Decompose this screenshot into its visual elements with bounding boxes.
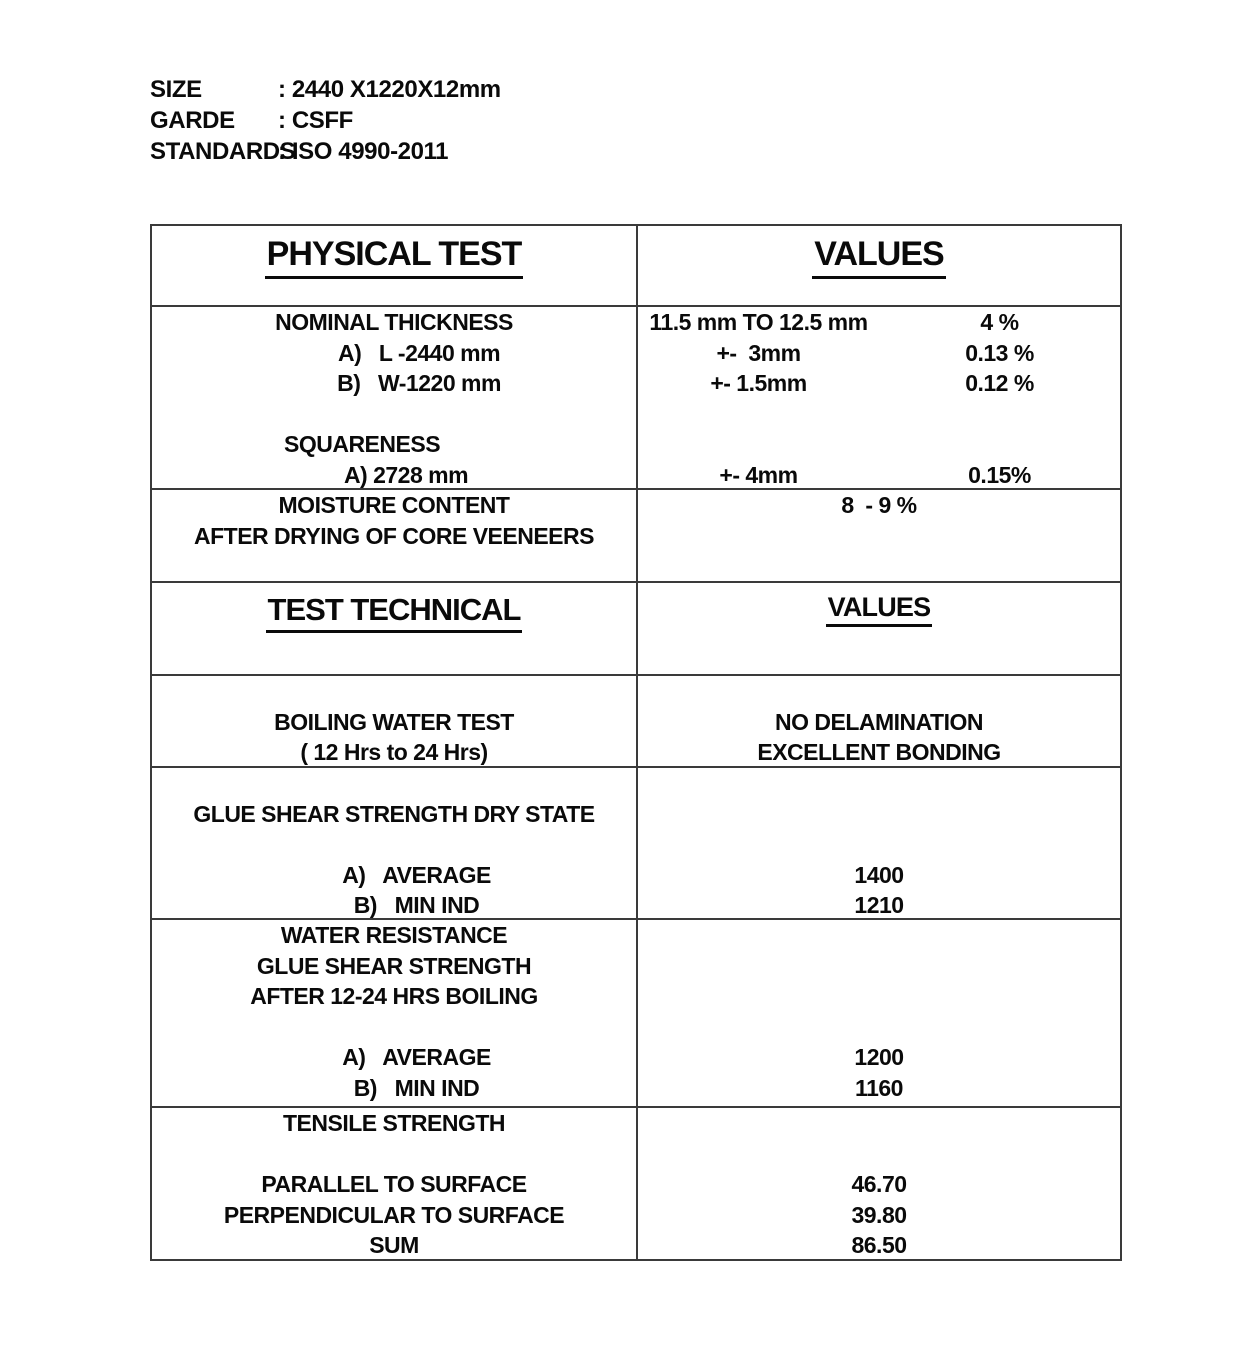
glue-dry-title: GLUE SHEAR STRENGTH DRY STATE bbox=[193, 800, 595, 827]
technical-values-header-cell bbox=[638, 583, 1120, 674]
water-resistance-title-2: GLUE SHEAR STRENGTH bbox=[256, 952, 532, 979]
tensile-parallel-value: 46.70 bbox=[851, 1171, 907, 1197]
tensile-sum-value: 86.50 bbox=[851, 1232, 907, 1258]
water-resistance-minind-label: B) MIN IND bbox=[353, 1074, 480, 1101]
boiling-water-row bbox=[152, 676, 1120, 768]
blank-line bbox=[638, 981, 1120, 1012]
length-label: A) L -2440 mm bbox=[337, 339, 501, 366]
spec-grade-value: : CSFF bbox=[278, 107, 353, 134]
spec-size-value: : 2440 X1220X12mm bbox=[278, 76, 501, 103]
moisture-value: 8 - 9 % bbox=[841, 492, 917, 518]
blank-line bbox=[638, 399, 1120, 430]
dimensions-label-cell bbox=[152, 307, 638, 488]
squareness-dim-label: A) 2728 mm bbox=[343, 461, 469, 488]
water-resistance-average-value: 1200 bbox=[854, 1044, 904, 1070]
tensile-value-cell bbox=[638, 1108, 1120, 1259]
tensile-perpendicular-value: 39.80 bbox=[851, 1201, 907, 1228]
spec-standards-value: : ISO 4990-2011 bbox=[278, 138, 449, 165]
test-technical-header-row bbox=[152, 583, 1120, 676]
blank-line bbox=[638, 829, 1120, 860]
technical-values-title: VALUES bbox=[638, 583, 1120, 627]
water-resistance-average-label: A) AVERAGE bbox=[342, 1044, 491, 1070]
squareness-tolerance: +- 4mm bbox=[719, 461, 798, 488]
glue-dry-minind-label: B) MIN IND bbox=[353, 892, 480, 918]
glue-dry-value-cell bbox=[638, 768, 1120, 918]
glue-dry-average-value: 1400 bbox=[854, 861, 904, 888]
boiling-label-cell bbox=[152, 676, 638, 766]
spec-grade-line bbox=[150, 105, 501, 136]
blank-line bbox=[638, 1139, 1120, 1170]
moisture-row bbox=[152, 490, 1120, 583]
width-tolerance-line bbox=[638, 368, 1120, 399]
water-resistance-row bbox=[152, 920, 1120, 1108]
length-tolerance: +- 3mm bbox=[716, 339, 801, 366]
blank-line bbox=[638, 1108, 1120, 1139]
water-resistance-title-3: AFTER 12-24 HRS BOILING bbox=[250, 983, 538, 1009]
water-resistance-value-cell bbox=[638, 920, 1120, 1106]
boiling-duration-label: ( 12 Hrs to 24 Hrs) bbox=[300, 739, 488, 765]
blank-line bbox=[152, 1139, 636, 1170]
tensile-label-cell bbox=[152, 1108, 638, 1259]
test-results-table bbox=[150, 224, 1122, 1261]
blank-line bbox=[638, 920, 1120, 951]
spec-standards-line bbox=[150, 136, 501, 167]
squareness-tolerance-line bbox=[638, 460, 1120, 489]
spec-standards-label: STANDARDS bbox=[150, 138, 296, 165]
physical-test-header-row bbox=[152, 226, 1120, 307]
moisture-value-cell bbox=[638, 490, 1120, 581]
blank-line bbox=[638, 768, 1120, 799]
nominal-thickness-label: NOMINAL THICKNESS bbox=[275, 309, 513, 335]
blank-line bbox=[152, 676, 636, 707]
test-technical-header-cell bbox=[152, 583, 638, 674]
excellent-bonding-value: EXCELLENT BONDING bbox=[757, 739, 1001, 765]
physical-values-title: VALUES bbox=[638, 226, 1120, 279]
tensile-sum-label: SUM bbox=[369, 1232, 419, 1258]
thickness-range: 11.5 mm TO 12.5 mm bbox=[649, 309, 868, 335]
blank-line bbox=[152, 1012, 636, 1043]
dimensions-value-cell bbox=[638, 307, 1120, 488]
water-resistance-title-1: WATER RESISTANCE bbox=[280, 922, 508, 948]
glue-dry-row bbox=[152, 768, 1120, 920]
tensile-title: TENSILE STRENGTH bbox=[282, 1110, 505, 1136]
spec-grade-label: GARDE bbox=[150, 107, 235, 134]
blank-line bbox=[152, 768, 636, 799]
boiling-water-test-label: BOILING WATER TEST bbox=[274, 708, 514, 735]
thickness-value-line bbox=[638, 307, 1120, 338]
width-percent: 0.12 % bbox=[965, 370, 1034, 396]
moisture-label-cell bbox=[152, 490, 638, 581]
spec-size-line bbox=[150, 74, 501, 105]
glue-dry-average-label: A) AVERAGE bbox=[342, 861, 491, 888]
boiling-value-cell bbox=[638, 676, 1120, 766]
blank-line bbox=[638, 1012, 1120, 1043]
dimensions-row bbox=[152, 307, 1120, 490]
blank-line bbox=[152, 399, 636, 430]
tensile-perpendicular-label: PERPENDICULAR TO SURFACE bbox=[223, 1201, 565, 1228]
glue-dry-label-cell bbox=[152, 768, 638, 918]
width-label: B) W-1220 mm bbox=[337, 370, 501, 396]
spec-info-block bbox=[150, 74, 501, 167]
length-percent: 0.13 % bbox=[965, 339, 1034, 366]
squareness-label: SQUARENESS bbox=[284, 431, 441, 457]
thickness-percent: 4 % bbox=[980, 309, 1019, 335]
no-delamination-value: NO DELAMINATION bbox=[774, 708, 983, 735]
spec-size-label: SIZE bbox=[150, 76, 202, 103]
squareness-percent: 0.15% bbox=[968, 461, 1031, 488]
glue-dry-minind-value: 1210 bbox=[854, 892, 904, 918]
physical-test-header-cell bbox=[152, 226, 638, 305]
blank-line bbox=[638, 799, 1120, 830]
blank-line bbox=[638, 429, 1120, 460]
length-tolerance-line bbox=[638, 338, 1120, 369]
moisture-after-drying-label: AFTER DRYING OF CORE VEENEERS bbox=[194, 522, 594, 549]
physical-test-title: PHYSICAL TEST bbox=[152, 226, 636, 279]
tensile-parallel-label: PARALLEL TO SURFACE bbox=[261, 1171, 527, 1197]
blank-line bbox=[638, 676, 1120, 707]
blank-line bbox=[638, 951, 1120, 982]
moisture-content-label: MOISTURE CONTENT bbox=[278, 492, 510, 518]
water-resistance-label-cell bbox=[152, 920, 638, 1106]
tensile-row bbox=[152, 1108, 1120, 1259]
physical-values-header-cell bbox=[638, 226, 1120, 305]
test-technical-title: TEST TECHNICAL bbox=[152, 583, 636, 633]
blank-line bbox=[152, 829, 636, 860]
width-tolerance: +- 1.5mm bbox=[710, 370, 807, 396]
water-resistance-minind-value: 1160 bbox=[855, 1074, 903, 1101]
